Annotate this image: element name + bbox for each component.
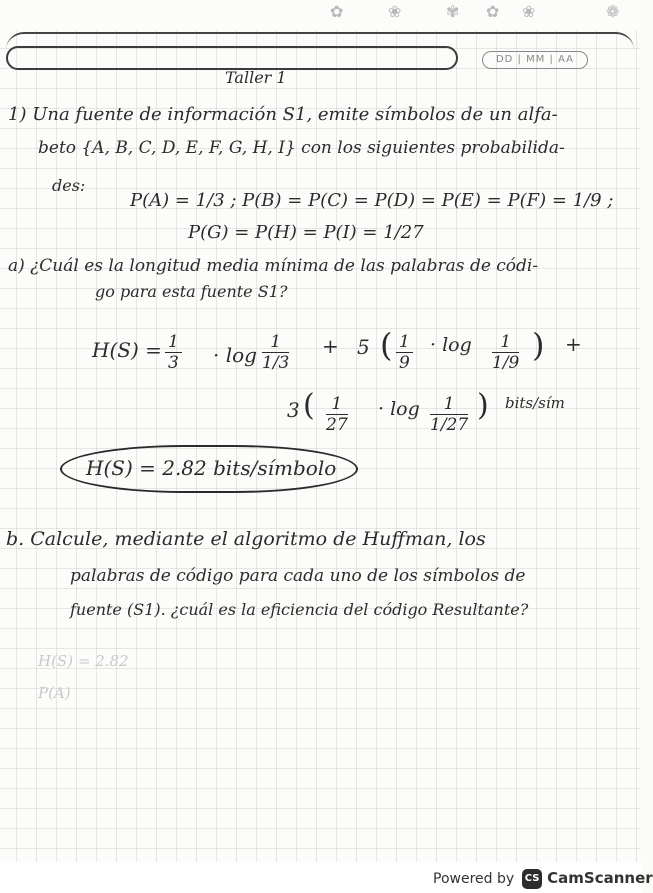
page-title: Taller 1 [225,68,287,87]
probabilities-line-2: P(G) = P(H) = P(I) = 1/27 [188,222,424,243]
entropy-result: H(S) = 2.82 bits/símbolo [86,456,337,480]
bleed-through-text-2: P(A) [38,684,71,702]
question-b-line-3: fuente (S1). ¿cuál es la eficiencia del código Resultante? [70,600,529,619]
log-operator-3: · log [378,398,420,420]
log-operator-1: · log [213,343,257,367]
fraction-denominator: 3 [168,353,179,373]
fraction-denominator: 1/9 [492,353,520,373]
camscanner-watermark [433,869,653,889]
question-a-line-2: go para esta fuente S1? [95,282,288,301]
doodle-icon: ❀ [522,2,536,21]
bleed-through-text-1: H(S) = 2.82 [38,652,129,670]
fraction-1-27 [326,394,348,435]
fraction-numerator: 1 [396,332,413,353]
camscanner-brand: CamScanner [547,869,653,887]
page-top-strip [0,0,641,30]
doodle-icon: ✿ [330,2,344,21]
fraction-1-3 [165,332,182,373]
doodle-icon: ❀ [388,2,402,21]
fraction-numerator: 1 [430,394,468,415]
fraction-denominator: 9 [399,353,410,373]
entropy-lhs: H(S) = [92,338,162,362]
fraction-denominator: 1/3 [262,353,290,373]
fraction-denominator: 27 [326,415,348,435]
fraction-numerator: 1 [492,332,519,353]
question-b-line-2: palabras de código para cada uno de los símbolos de [70,566,526,586]
question-a-line-1: a) ¿Cuál es la longitud media mínima de las palabras de códi- [8,256,539,276]
units-label: bits/sím [505,394,565,412]
fraction-denominator: 1/27 [430,415,469,435]
probabilities-line-1: P(A) = 1/3 ; P(B) = P(C) = P(D) = P(E) = P(F) = 1/9 ; [130,190,614,211]
camscanner-logo-icon: CS [522,869,542,889]
fraction-1-9 [396,332,413,373]
question-b-line-1: b. Calcule, mediante el algoritmo de Huffman, los [6,528,486,550]
doodle-icon: ✾ [446,2,460,21]
close-paren-2: ) [477,388,489,423]
date-field: DD | MM | AA [482,51,588,69]
fraction-numerator: 1 [262,332,289,353]
question-1-line-3: des: [52,176,86,195]
coefficient-5: 5 [357,335,370,359]
close-paren-1: ) [532,326,545,364]
fraction-1-over-third [262,332,289,373]
fraction-numerator: 1 [165,332,182,353]
plus-sign-2: + [565,332,582,356]
question-1-line-1: 1) Una fuente de información S1, emite símbolos de un alfa- [8,104,558,125]
open-paren-2: ( [303,388,315,423]
doodle-icon: ✿ [486,2,500,21]
fraction-1-over-ninth [492,332,519,373]
log-operator-2: · log [430,334,472,356]
powered-by-text: Powered by [433,871,515,887]
fraction-1-over-27th [430,394,468,435]
doodle-icon: ❁ [606,2,620,21]
header-title-bar [6,46,458,70]
fraction-numerator: 1 [326,394,348,415]
question-1-line-2: beto {A, B, C, D, E, F, G, H, I} con los siguientes probabilida- [38,138,565,158]
plus-sign-1: + [322,334,339,358]
open-paren-1: ( [380,326,393,364]
coefficient-3: 3 [287,398,300,422]
